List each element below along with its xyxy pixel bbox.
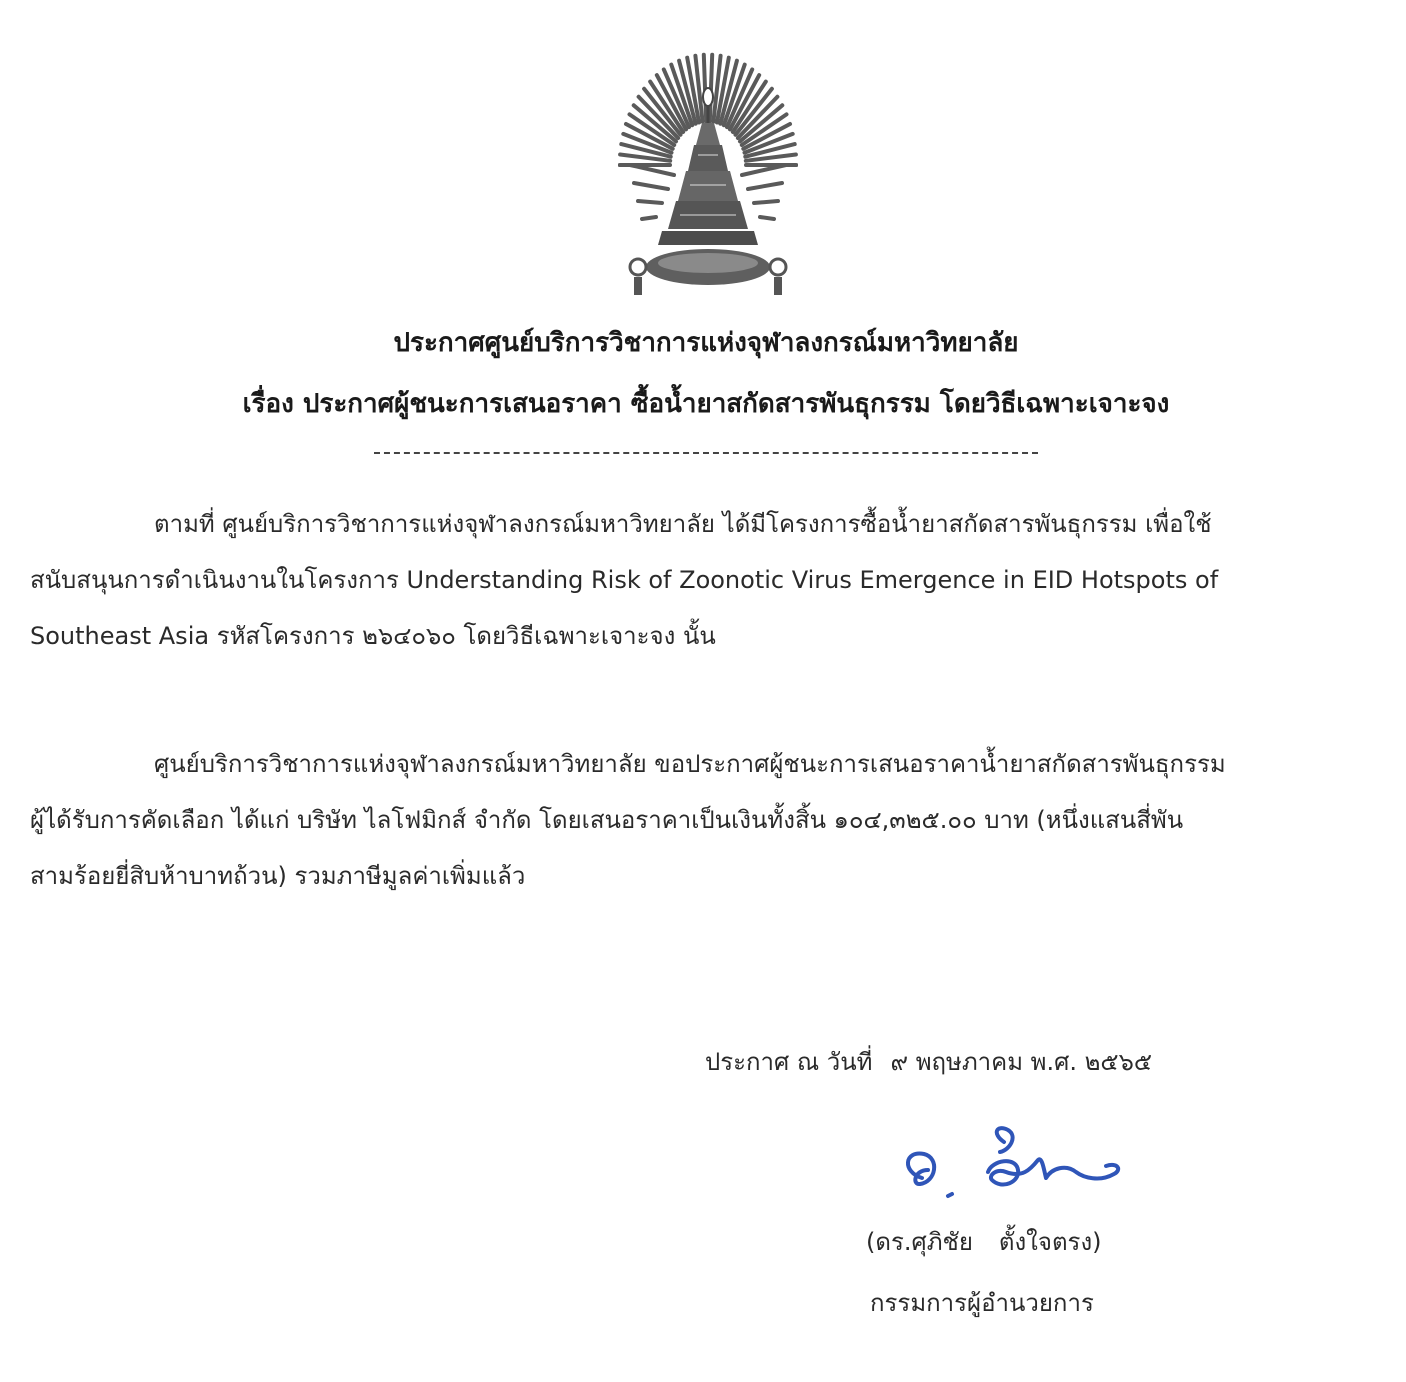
announcement-subject: เรื่อง ประกาศผู้ชนะการเสนอราคา ซื้อน้ำยาสกัดสารพันธุกรรม โดยวิธีเฉพาะเจาะจง [242,389,1170,419]
paragraph-line: ผู้ได้รับการคัดเลือก ได้แก่ บริษัท ไลโฟมิกส์ จำกัด โดยเสนอราคาเป็นเงินทั้งสิ้น ๑๐๔,๓๒๕.๐๐ บาท (หนึ่งแสนสี่พัน [30,806,1184,834]
signer-name [866,1222,1102,1261]
paragraph-line: ศูนย์บริการวิชาการแห่งจุฬาลงกรณ์มหาวิทยาลัย ขอประกาศผู้ชนะการเสนอราคาน้ำยาสกัดสารพันธุกรรม [154,750,1226,778]
signer-name-last: ตั้งใจตรง) [998,1228,1102,1256]
emblem-ray [760,217,774,219]
emblem-ray [754,201,778,203]
paragraph-winner [30,736,1380,904]
announcement-title: ประกาศศูนย์บริการวิชาการแห่งจุฬาลงกรณ์มหาวิทยาลัย [393,328,1019,358]
signer-name-first: (ดร.ศุภิชัย [866,1228,973,1256]
paragraph-line: สามร้อยยี่สิบห้าบาทถ้วน) รวมภาษีมูลค่าเพิ่มแล้ว [30,862,526,890]
announcement-date [705,1042,1152,1081]
paragraph-line: ตามที่ ศูนย์บริการวิชาการแห่งจุฬาลงกรณ์มหาวิทยาลัย ได้มีโครงการซื้อน้ำยาสกัดสารพันธุกรรม เพื่อใช้ [154,510,1212,538]
emblem-ray [634,183,668,189]
paragraph-line: Southeast Asia รหัสโครงการ ๒๖๔๐๖๐ โดยวิธีเฉพาะเจาะจง นั้น [30,622,716,650]
chulalongkorn-emblem-icon [618,45,798,307]
paragraph-background [30,496,1380,664]
date-prefix: ประกาศ ณ วันที่ [705,1048,873,1076]
signature-icon [892,1120,1132,1210]
paragraph-line: สนับสนุนการดำเนินงานในโครงการ Understanding Risk of Zoonotic Virus Emergence in EID Hotspots of [30,566,1219,594]
date-value: ๙ พฤษภาคม พ.ศ. ๒๕๖๕ [890,1048,1152,1076]
emblem-ray [638,201,662,203]
emblem-ray [748,183,782,189]
title-divider [374,452,1038,454]
emblem-ray [642,217,656,219]
signer-title: กรรมการผู้อำนวยการ [870,1289,1094,1317]
